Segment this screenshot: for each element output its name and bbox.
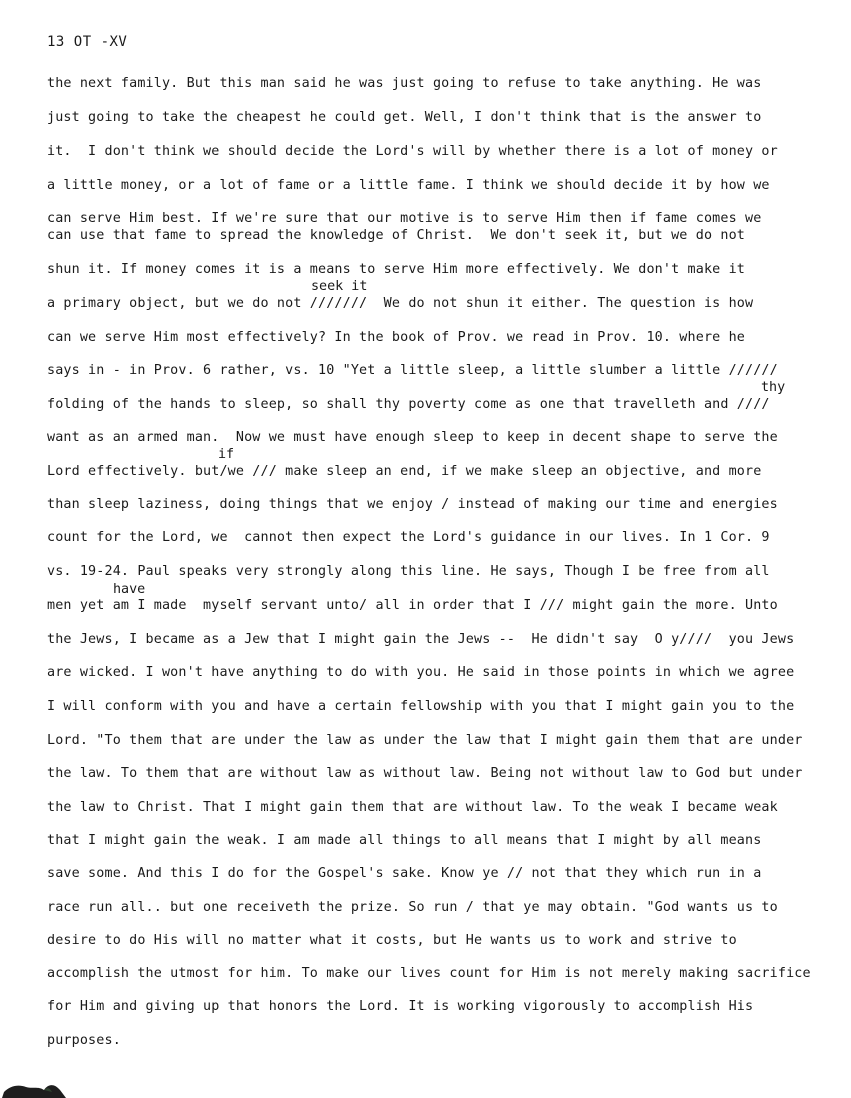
text-line: a primary object, but we do not /////// We do not shun it either. The question is how <box>47 296 754 311</box>
insert-seek-it: seek it <box>311 279 368 294</box>
text-line: says in - in Prov. 6 rather, vs. 10 "Yet a little sleep, a little slumber a little ////// <box>47 363 778 378</box>
text-line: just going to take the cheapest he could get. Well, I don't think that is the answer to <box>47 110 762 125</box>
text-line: the Jews, I became as a Jew that I might gain the Jews -- He didn't say O y//// you Jews <box>47 632 795 647</box>
text-line: save some. And this I do for the Gospel's sake. Know ye // not that they which run in a <box>47 866 762 881</box>
text-line: than sleep laziness, doing things that we enjoy / instead of making our time and energies <box>47 497 778 512</box>
text-line: can serve Him best. If we're sure that our motive is to serve Him then if fame comes we <box>47 211 762 226</box>
text-line: purposes. <box>47 1033 121 1048</box>
text-line: accomplish the utmost for him. To make our lives count for Him is not merely making sacrifice <box>47 966 811 981</box>
text-line: folding of the hands to sleep, so shall thy poverty come as one that travelleth and //// <box>47 397 770 412</box>
text-line: can use that fame to spread the knowledge of Christ. We don't seek it, but we do not <box>47 228 746 243</box>
text-line: it. I don't think we should decide the Lord's will by whether there is a lot of money or <box>47 144 778 159</box>
text-line: for Him and giving up that honors the Lord. It is working vigorously to accomplish His <box>47 999 754 1014</box>
text-line: men yet am I made myself servant unto/ all in order that I /// might gain the more. Unto <box>47 598 778 613</box>
scan-smudge-mark <box>0 1068 80 1098</box>
text-line: a little money, or a lot of fame or a little fame. I think we should decide it by how we <box>47 178 770 193</box>
text-line: count for the Lord, we cannot then expect the Lord's guidance in our lives. In 1 Cor. 9 <box>47 530 770 545</box>
text-line: desire to do His will no matter what it costs, but He wants us to work and strive to <box>47 933 737 948</box>
insert-if: if <box>218 447 235 462</box>
text-line: the law to Christ. That I might gain them that are without law. To the weak I became weak <box>47 800 778 815</box>
text-line: the next family. But this man said he was just going to refuse to take anything. He was <box>47 76 762 91</box>
text-line: I will conform with you and have a certain fellowship with you that I might gain you to the <box>47 699 795 714</box>
text-line: want as an armed man. Now we must have enough sleep to keep in decent shape to serve the <box>47 430 778 445</box>
insert-thy: thy <box>761 380 786 395</box>
text-line: are wicked. I won't have anything to do with you. He said in those points in which we agree <box>47 665 795 680</box>
text-line: that I might gain the weak. I am made all things to all means that I might by all means <box>47 833 762 848</box>
text-line: race run all.. but one receiveth the prize. So run / that ye may obtain. "God wants us to <box>47 900 778 915</box>
text-line: Lord effectively. but/we /// make sleep an end, if we make sleep an objective, and more <box>47 464 762 479</box>
page-header: 13 OT -XV <box>47 34 128 50</box>
text-line: Lord. "To them that are under the law as under the law that I might gain them that are under <box>47 733 803 748</box>
text-line: shun it. If money comes it is a means to serve Him more effectively. We don't make it <box>47 262 746 277</box>
text-line: the law. To them that are without law as without law. Being not without law to God but under <box>47 766 803 781</box>
text-line: vs. 19-24. Paul speaks very strongly along this line. He says, Though I be free from all <box>47 564 770 579</box>
insert-have: have <box>113 582 146 597</box>
text-line: can we serve Him most effectively? In the book of Prov. we read in Prov. 10. where he <box>47 330 746 345</box>
